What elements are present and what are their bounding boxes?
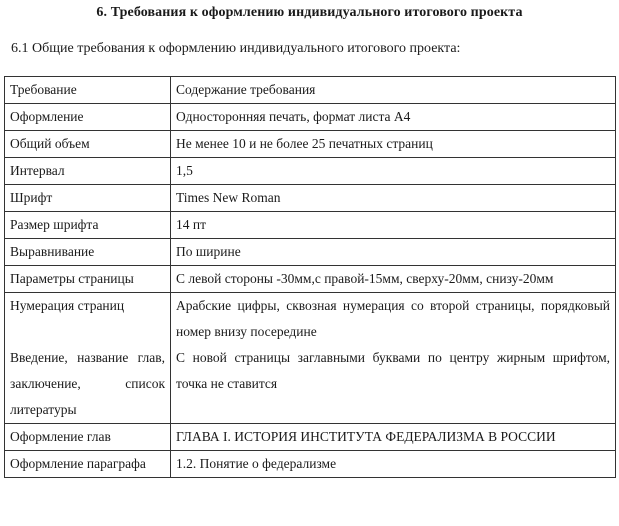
cell-requirement: Размер шрифта [5,212,171,239]
cell-content: С левой стороны -30мм,с правой-15мм, сверху-20мм, снизу-20мм [171,266,616,293]
cell-requirement: Оформление параграфа [5,451,171,478]
requirements-table [4,76,616,478]
table-row [5,104,616,131]
cell-requirement: Параметры страницы [5,266,171,293]
table-row [5,424,616,451]
table-row [5,239,616,266]
table-row [5,266,616,293]
cell-content: Арабские цифры, сквозная нумерация со второй страницы, порядковый номер внизу посередине [171,293,616,346]
cell-content: ГЛАВА I. ИСТОРИЯ ИНСТИТУТА ФЕДЕРАЛИЗМА В РОССИИ [171,424,616,451]
cell-content: Не менее 10 и не более 25 печатных страниц [171,131,616,158]
page-title: 6. Требования к оформлению индивидуального итогового проекта [96,5,523,20]
cell-requirement: Общий объем [5,131,171,158]
table-row [5,158,616,185]
cell-requirement: Оформление [5,104,171,131]
table-row [5,185,616,212]
cell-content: 1,5 [171,158,616,185]
cell-requirement: Оформление глав [5,424,171,451]
section-heading: 6.1 Общие требования к оформлению индивидуального итогового проекта: [11,41,461,56]
table-row [5,212,616,239]
cell-content: Times New Roman [171,185,616,212]
cell-content: С новой страницы заглавными буквами по центру жирным шрифтом, точка не ставится [171,345,616,424]
table-row [5,345,616,424]
header-cell-content: Содержание требования [171,77,616,104]
cell-requirement: Введение, название глав, заключение, список литературы [5,345,171,424]
cell-content: По ширине [171,239,616,266]
cell-requirement: Интервал [5,158,171,185]
table-row [5,131,616,158]
cell-content: 1.2. Понятие о федерализме [171,451,616,478]
table-row [5,293,616,346]
table-header-row [5,77,616,104]
cell-requirement: Выравнивание [5,239,171,266]
table-row [5,451,616,478]
cell-requirement: Нумерация страниц [5,293,171,346]
cell-content: Односторонняя печать, формат листа А4 [171,104,616,131]
cell-requirement: Шрифт [5,185,171,212]
cell-content: 14 пт [171,212,616,239]
header-cell-requirement: Требование [5,77,171,104]
